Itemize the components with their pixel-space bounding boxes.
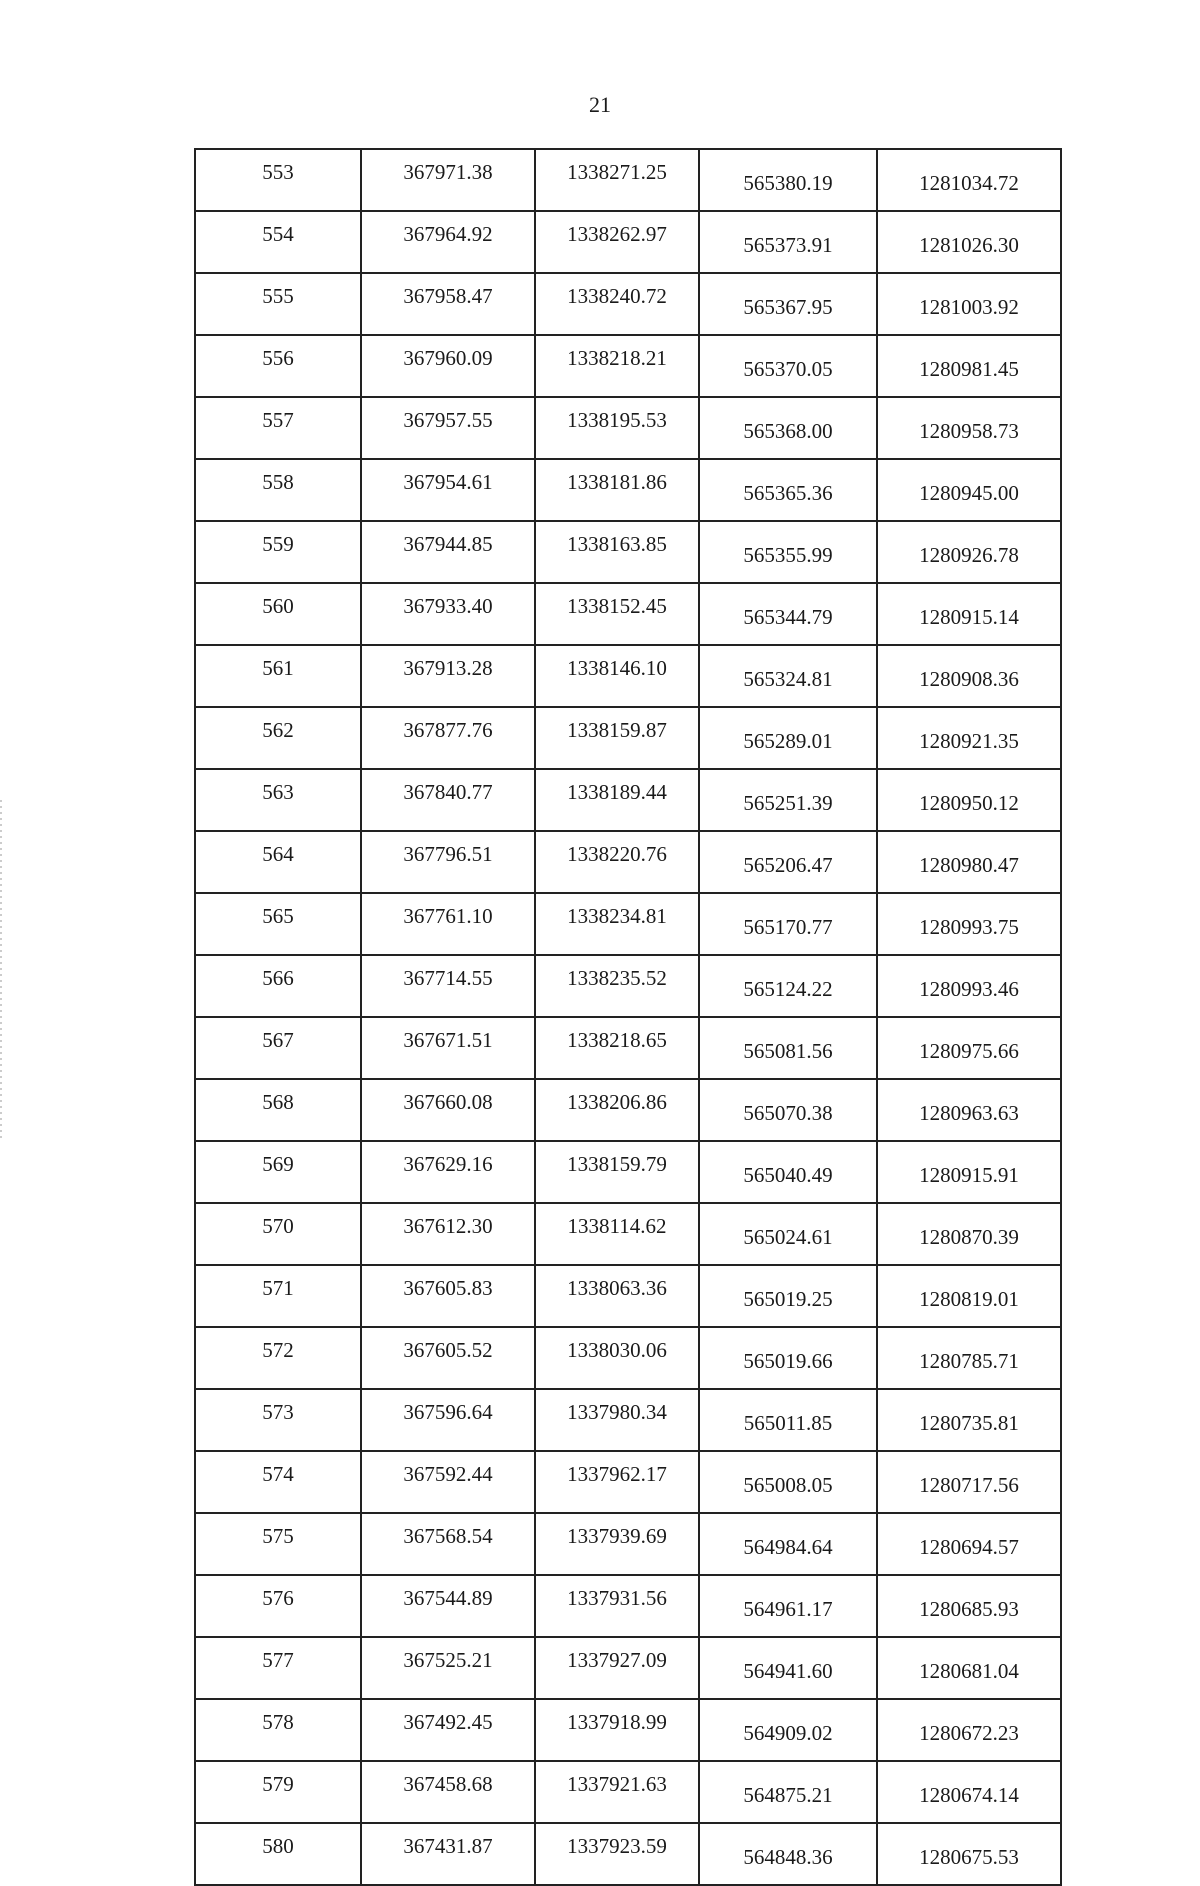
table-row — [195, 1823, 1061, 1885]
cell-coord-y-2: 1281026.30 — [877, 211, 1061, 273]
cell-point-number: 560 — [195, 583, 361, 645]
cell-point-number: 564 — [195, 831, 361, 893]
cell-point-number: 572 — [195, 1327, 361, 1389]
cell-coord-y-2: 1280694.57 — [877, 1513, 1061, 1575]
cell-coord-y-1: 1338181.86 — [535, 459, 699, 521]
table-row — [195, 955, 1061, 1017]
cell-point-number: 555 — [195, 273, 361, 335]
cell-coord-y-2: 1280921.35 — [877, 707, 1061, 769]
table-row — [195, 645, 1061, 707]
page-number: 21 — [589, 92, 611, 117]
cell-coord-x-1: 367840.77 — [361, 769, 535, 831]
cell-coord-x-2: 564848.36 — [699, 1823, 877, 1885]
table-row — [195, 521, 1061, 583]
cell-coord-y-1: 1338159.79 — [535, 1141, 699, 1203]
cell-coord-x-1: 367629.16 — [361, 1141, 535, 1203]
cell-coord-y-1: 1338235.52 — [535, 955, 699, 1017]
cell-coord-x-1: 367596.64 — [361, 1389, 535, 1451]
cell-point-number: 559 — [195, 521, 361, 583]
table-row — [195, 1141, 1061, 1203]
cell-coord-y-2: 1280945.00 — [877, 459, 1061, 521]
cell-point-number: 569 — [195, 1141, 361, 1203]
table-row — [195, 1451, 1061, 1513]
cell-coord-x-1: 367671.51 — [361, 1017, 535, 1079]
cell-coord-x-2: 565081.56 — [699, 1017, 877, 1079]
cell-coord-y-1: 1338262.97 — [535, 211, 699, 273]
cell-coord-x-2: 564961.17 — [699, 1575, 877, 1637]
cell-coord-x-1: 367612.30 — [361, 1203, 535, 1265]
cell-coord-y-1: 1338240.72 — [535, 273, 699, 335]
cell-coord-y-1: 1338152.45 — [535, 583, 699, 645]
cell-coord-y-1: 1338234.81 — [535, 893, 699, 955]
cell-coord-x-1: 367605.52 — [361, 1327, 535, 1389]
cell-coord-y-2: 1280926.78 — [877, 521, 1061, 583]
cell-coord-y-2: 1280672.23 — [877, 1699, 1061, 1761]
table-row — [195, 211, 1061, 273]
cell-point-number: 562 — [195, 707, 361, 769]
cell-coord-x-2: 565124.22 — [699, 955, 877, 1017]
cell-coord-y-2: 1280685.93 — [877, 1575, 1061, 1637]
table-row — [195, 1575, 1061, 1637]
cell-point-number: 575 — [195, 1513, 361, 1575]
coordinate-table-body — [195, 149, 1061, 1885]
cell-point-number: 577 — [195, 1637, 361, 1699]
table-row — [195, 893, 1061, 955]
cell-coord-y-1: 1338218.65 — [535, 1017, 699, 1079]
cell-coord-x-2: 565011.85 — [699, 1389, 877, 1451]
cell-point-number: 579 — [195, 1761, 361, 1823]
table-row — [195, 335, 1061, 397]
cell-coord-y-2: 1280785.71 — [877, 1327, 1061, 1389]
cell-coord-y-1: 1338159.87 — [535, 707, 699, 769]
cell-point-number: 566 — [195, 955, 361, 1017]
cell-coord-x-1: 367913.28 — [361, 645, 535, 707]
cell-coord-y-1: 1337962.17 — [535, 1451, 699, 1513]
cell-coord-x-2: 565367.95 — [699, 273, 877, 335]
cell-coord-y-1: 1338146.10 — [535, 645, 699, 707]
table-row — [195, 1637, 1061, 1699]
cell-coord-y-1: 1338271.25 — [535, 149, 699, 211]
cell-point-number: 571 — [195, 1265, 361, 1327]
cell-coord-y-2: 1280915.14 — [877, 583, 1061, 645]
cell-coord-y-2: 1280870.39 — [877, 1203, 1061, 1265]
cell-coord-x-1: 367605.83 — [361, 1265, 535, 1327]
cell-coord-y-1: 1338189.44 — [535, 769, 699, 831]
cell-point-number: 554 — [195, 211, 361, 273]
cell-coord-y-1: 1337923.59 — [535, 1823, 699, 1885]
table-row — [195, 1265, 1061, 1327]
table-row — [195, 149, 1061, 211]
cell-coord-x-2: 565380.19 — [699, 149, 877, 211]
table-row — [195, 1203, 1061, 1265]
cell-coord-y-1: 1338114.62 — [535, 1203, 699, 1265]
scan-edge-mark — [0, 800, 2, 1140]
cell-coord-y-1: 1338195.53 — [535, 397, 699, 459]
table-row — [195, 1017, 1061, 1079]
cell-coord-y-2: 1280975.66 — [877, 1017, 1061, 1079]
cell-coord-x-2: 565024.61 — [699, 1203, 877, 1265]
table-row — [195, 1513, 1061, 1575]
cell-point-number: 563 — [195, 769, 361, 831]
cell-coord-x-2: 565370.05 — [699, 335, 877, 397]
table-row — [195, 707, 1061, 769]
cell-point-number: 580 — [195, 1823, 361, 1885]
table-row — [195, 397, 1061, 459]
table-row — [195, 1699, 1061, 1761]
table-row — [195, 769, 1061, 831]
cell-coord-y-2: 1281034.72 — [877, 149, 1061, 211]
cell-coord-x-1: 367954.61 — [361, 459, 535, 521]
cell-coord-y-2: 1280717.56 — [877, 1451, 1061, 1513]
cell-coord-x-1: 367796.51 — [361, 831, 535, 893]
cell-coord-x-1: 367957.55 — [361, 397, 535, 459]
cell-coord-y-1: 1338030.06 — [535, 1327, 699, 1389]
cell-coord-y-2: 1280674.14 — [877, 1761, 1061, 1823]
table-row — [195, 459, 1061, 521]
cell-coord-x-1: 367492.45 — [361, 1699, 535, 1761]
table-row — [195, 583, 1061, 645]
cell-coord-x-1: 367525.21 — [361, 1637, 535, 1699]
cell-coord-x-2: 565019.25 — [699, 1265, 877, 1327]
cell-coord-x-1: 367960.09 — [361, 335, 535, 397]
cell-coord-x-2: 565019.66 — [699, 1327, 877, 1389]
cell-coord-y-2: 1280958.73 — [877, 397, 1061, 459]
table-row — [195, 1327, 1061, 1389]
cell-coord-y-2: 1280981.45 — [877, 335, 1061, 397]
cell-point-number: 556 — [195, 335, 361, 397]
cell-coord-y-1: 1337927.09 — [535, 1637, 699, 1699]
cell-coord-y-2: 1280963.63 — [877, 1079, 1061, 1141]
cell-coord-x-2: 564941.60 — [699, 1637, 877, 1699]
cell-coord-x-1: 367964.92 — [361, 211, 535, 273]
cell-coord-y-1: 1337931.56 — [535, 1575, 699, 1637]
cell-coord-x-1: 367544.89 — [361, 1575, 535, 1637]
coordinate-table — [194, 148, 1062, 1886]
cell-coord-y-2: 1280950.12 — [877, 769, 1061, 831]
cell-coord-y-1: 1337921.63 — [535, 1761, 699, 1823]
cell-point-number: 558 — [195, 459, 361, 521]
cell-point-number: 573 — [195, 1389, 361, 1451]
cell-point-number: 574 — [195, 1451, 361, 1513]
cell-coord-x-2: 565365.36 — [699, 459, 877, 521]
cell-coord-x-1: 367971.38 — [361, 149, 535, 211]
cell-coord-y-2: 1280993.75 — [877, 893, 1061, 955]
cell-coord-x-2: 565289.01 — [699, 707, 877, 769]
cell-coord-y-1: 1338206.86 — [535, 1079, 699, 1141]
table-row — [195, 1389, 1061, 1451]
cell-coord-x-1: 367431.87 — [361, 1823, 535, 1885]
cell-point-number: 578 — [195, 1699, 361, 1761]
cell-coord-x-2: 565040.49 — [699, 1141, 877, 1203]
cell-coord-x-1: 367933.40 — [361, 583, 535, 645]
cell-coord-x-1: 367592.44 — [361, 1451, 535, 1513]
cell-coord-y-1: 1338218.21 — [535, 335, 699, 397]
cell-coord-x-2: 565170.77 — [699, 893, 877, 955]
cell-coord-y-1: 1338163.85 — [535, 521, 699, 583]
cell-coord-x-1: 367458.68 — [361, 1761, 535, 1823]
cell-coord-y-1: 1337939.69 — [535, 1513, 699, 1575]
cell-coord-x-1: 367877.76 — [361, 707, 535, 769]
cell-coord-y-1: 1337980.34 — [535, 1389, 699, 1451]
cell-coord-y-1: 1338220.76 — [535, 831, 699, 893]
cell-point-number: 565 — [195, 893, 361, 955]
table-row — [195, 1079, 1061, 1141]
cell-coord-x-1: 367660.08 — [361, 1079, 535, 1141]
cell-coord-x-1: 367714.55 — [361, 955, 535, 1017]
cell-point-number: 576 — [195, 1575, 361, 1637]
cell-coord-y-2: 1281003.92 — [877, 273, 1061, 335]
table-row — [195, 1761, 1061, 1823]
cell-point-number: 561 — [195, 645, 361, 707]
cell-coord-x-1: 367944.85 — [361, 521, 535, 583]
cell-coord-y-2: 1280675.53 — [877, 1823, 1061, 1885]
cell-coord-x-1: 367761.10 — [361, 893, 535, 955]
cell-coord-x-2: 565373.91 — [699, 211, 877, 273]
cell-coord-x-1: 367958.47 — [361, 273, 535, 335]
cell-coord-y-2: 1280915.91 — [877, 1141, 1061, 1203]
table-row — [195, 831, 1061, 893]
cell-coord-y-2: 1280735.81 — [877, 1389, 1061, 1451]
cell-point-number: 557 — [195, 397, 361, 459]
cell-coord-x-2: 565008.05 — [699, 1451, 877, 1513]
cell-point-number: 570 — [195, 1203, 361, 1265]
cell-coord-x-1: 367568.54 — [361, 1513, 535, 1575]
cell-coord-y-1: 1337918.99 — [535, 1699, 699, 1761]
cell-coord-x-2: 564875.21 — [699, 1761, 877, 1823]
cell-coord-y-2: 1280819.01 — [877, 1265, 1061, 1327]
cell-coord-x-2: 565368.00 — [699, 397, 877, 459]
cell-coord-x-2: 565070.38 — [699, 1079, 877, 1141]
cell-coord-x-2: 565344.79 — [699, 583, 877, 645]
cell-coord-x-2: 564909.02 — [699, 1699, 877, 1761]
cell-coord-x-2: 565251.39 — [699, 769, 877, 831]
table-row — [195, 273, 1061, 335]
cell-coord-x-2: 565324.81 — [699, 645, 877, 707]
cell-coord-y-2: 1280908.36 — [877, 645, 1061, 707]
cell-coord-y-2: 1280993.46 — [877, 955, 1061, 1017]
cell-point-number: 568 — [195, 1079, 361, 1141]
cell-coord-x-2: 564984.64 — [699, 1513, 877, 1575]
cell-coord-y-1: 1338063.36 — [535, 1265, 699, 1327]
cell-coord-x-2: 565206.47 — [699, 831, 877, 893]
cell-coord-y-2: 1280980.47 — [877, 831, 1061, 893]
cell-coord-y-2: 1280681.04 — [877, 1637, 1061, 1699]
cell-point-number: 553 — [195, 149, 361, 211]
cell-coord-x-2: 565355.99 — [699, 521, 877, 583]
cell-point-number: 567 — [195, 1017, 361, 1079]
